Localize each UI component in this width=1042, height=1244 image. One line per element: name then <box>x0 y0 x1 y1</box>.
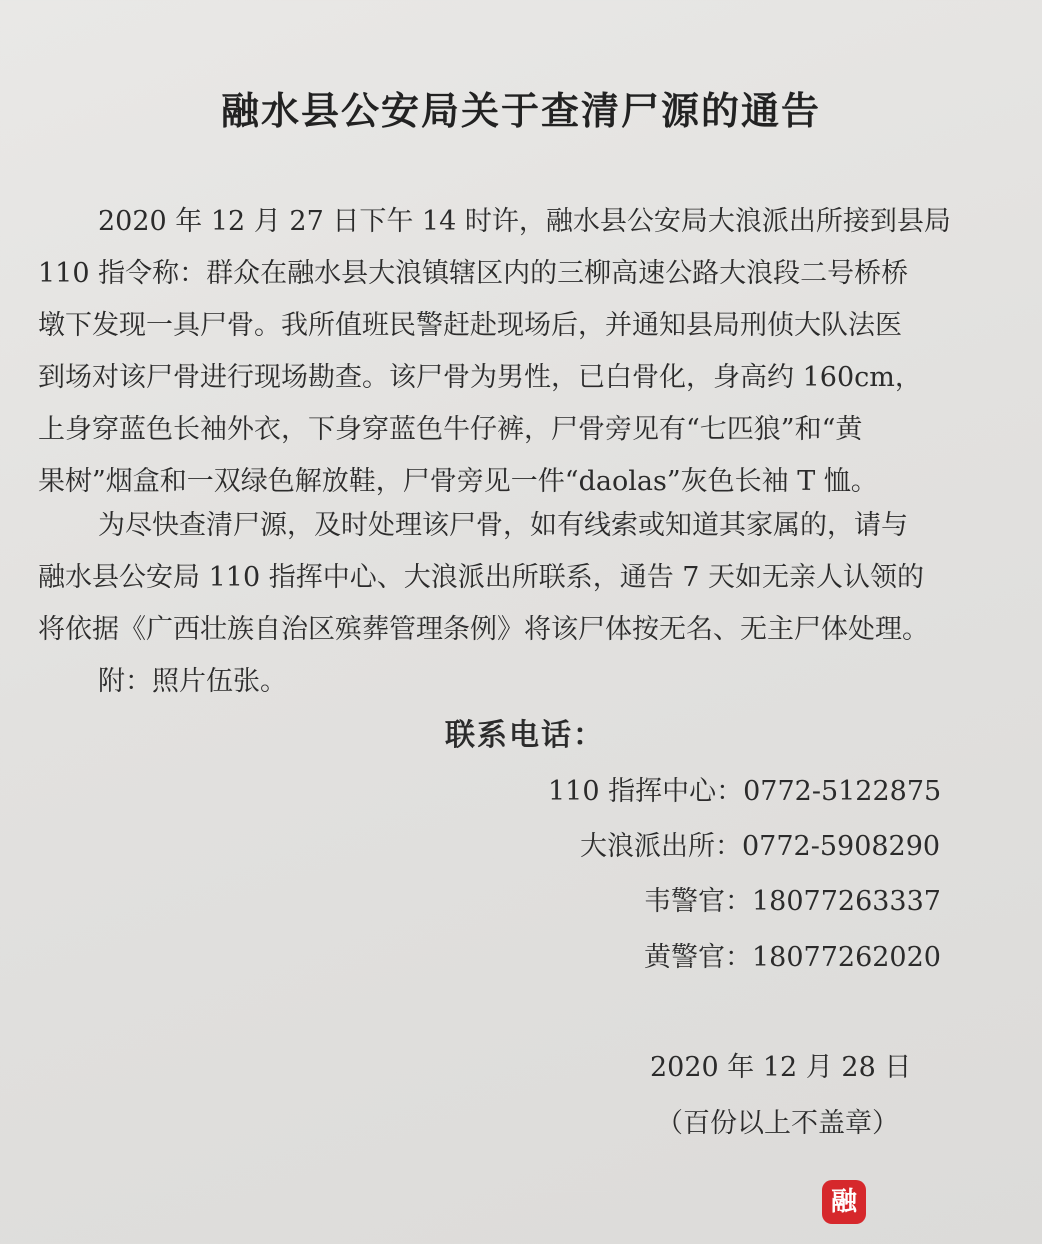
contact-officer-wei: 韦警官：18077263337 <box>644 886 941 917</box>
text-line: 到场对该尸骨进行现场勘查。该尸骨为男性，已白骨化，身高约 160cm， <box>38 362 922 393</box>
paragraph-incident <box>38 196 998 508</box>
text-line: 上身穿蓝色长袖外衣，下身穿蓝色牛仔裤，尸骨旁见有“七匹狼”和“黄 <box>38 414 863 445</box>
text-line: 将依据《广西壮族自治区殡葬管理条例》将该尸体按无名、无主尸体处理。 <box>38 614 929 645</box>
text-line: 110 指令称：群众在融水县大浪镇辖区内的三柳高速公路大浪段二号桥桥 <box>38 258 909 289</box>
attachment-note <box>98 656 1042 708</box>
app-logo-icon: 融 <box>822 1180 866 1224</box>
text-line: 融水县公安局 110 指挥中心、大浪派出所联系，通告 7 天如无亲人认领的 <box>38 562 925 593</box>
contact-title: 联系电话： <box>445 718 605 753</box>
text-line: 2020 年 12 月 27 日下午 14 时许，融水县公安局大浪派出所接到县局 <box>98 206 951 237</box>
issue-date: 2020 年 12 月 28 日 <box>650 1052 912 1083</box>
paragraph-request <box>38 500 998 656</box>
text-line: 墩下发现一具尸骨。我所值班民警赶赴现场后，并通知县局刑侦大队法医 <box>38 310 902 341</box>
contact-command-center: 110 指挥中心：0772-5122875 <box>548 776 942 807</box>
text-line: 果树”烟盒和一双绿色解放鞋，尸骨旁见一件“daolas”灰色长袖 T 恤。 <box>38 466 878 497</box>
text-line: 为尽快查清尸源，及时处理该尸骨，如有线索或知道其家属的，请与 <box>98 510 908 541</box>
stamp-note: （百份以上不盖章） <box>656 1108 899 1139</box>
document-title: 融水县公安局关于查清尸源的通告 <box>220 89 821 133</box>
text-line: 附：照片伍张。 <box>98 666 287 697</box>
contact-police-station: 大浪派出所：0772-5908290 <box>580 831 941 862</box>
contact-officer-huang: 黄警官：18077262020 <box>644 942 941 973</box>
